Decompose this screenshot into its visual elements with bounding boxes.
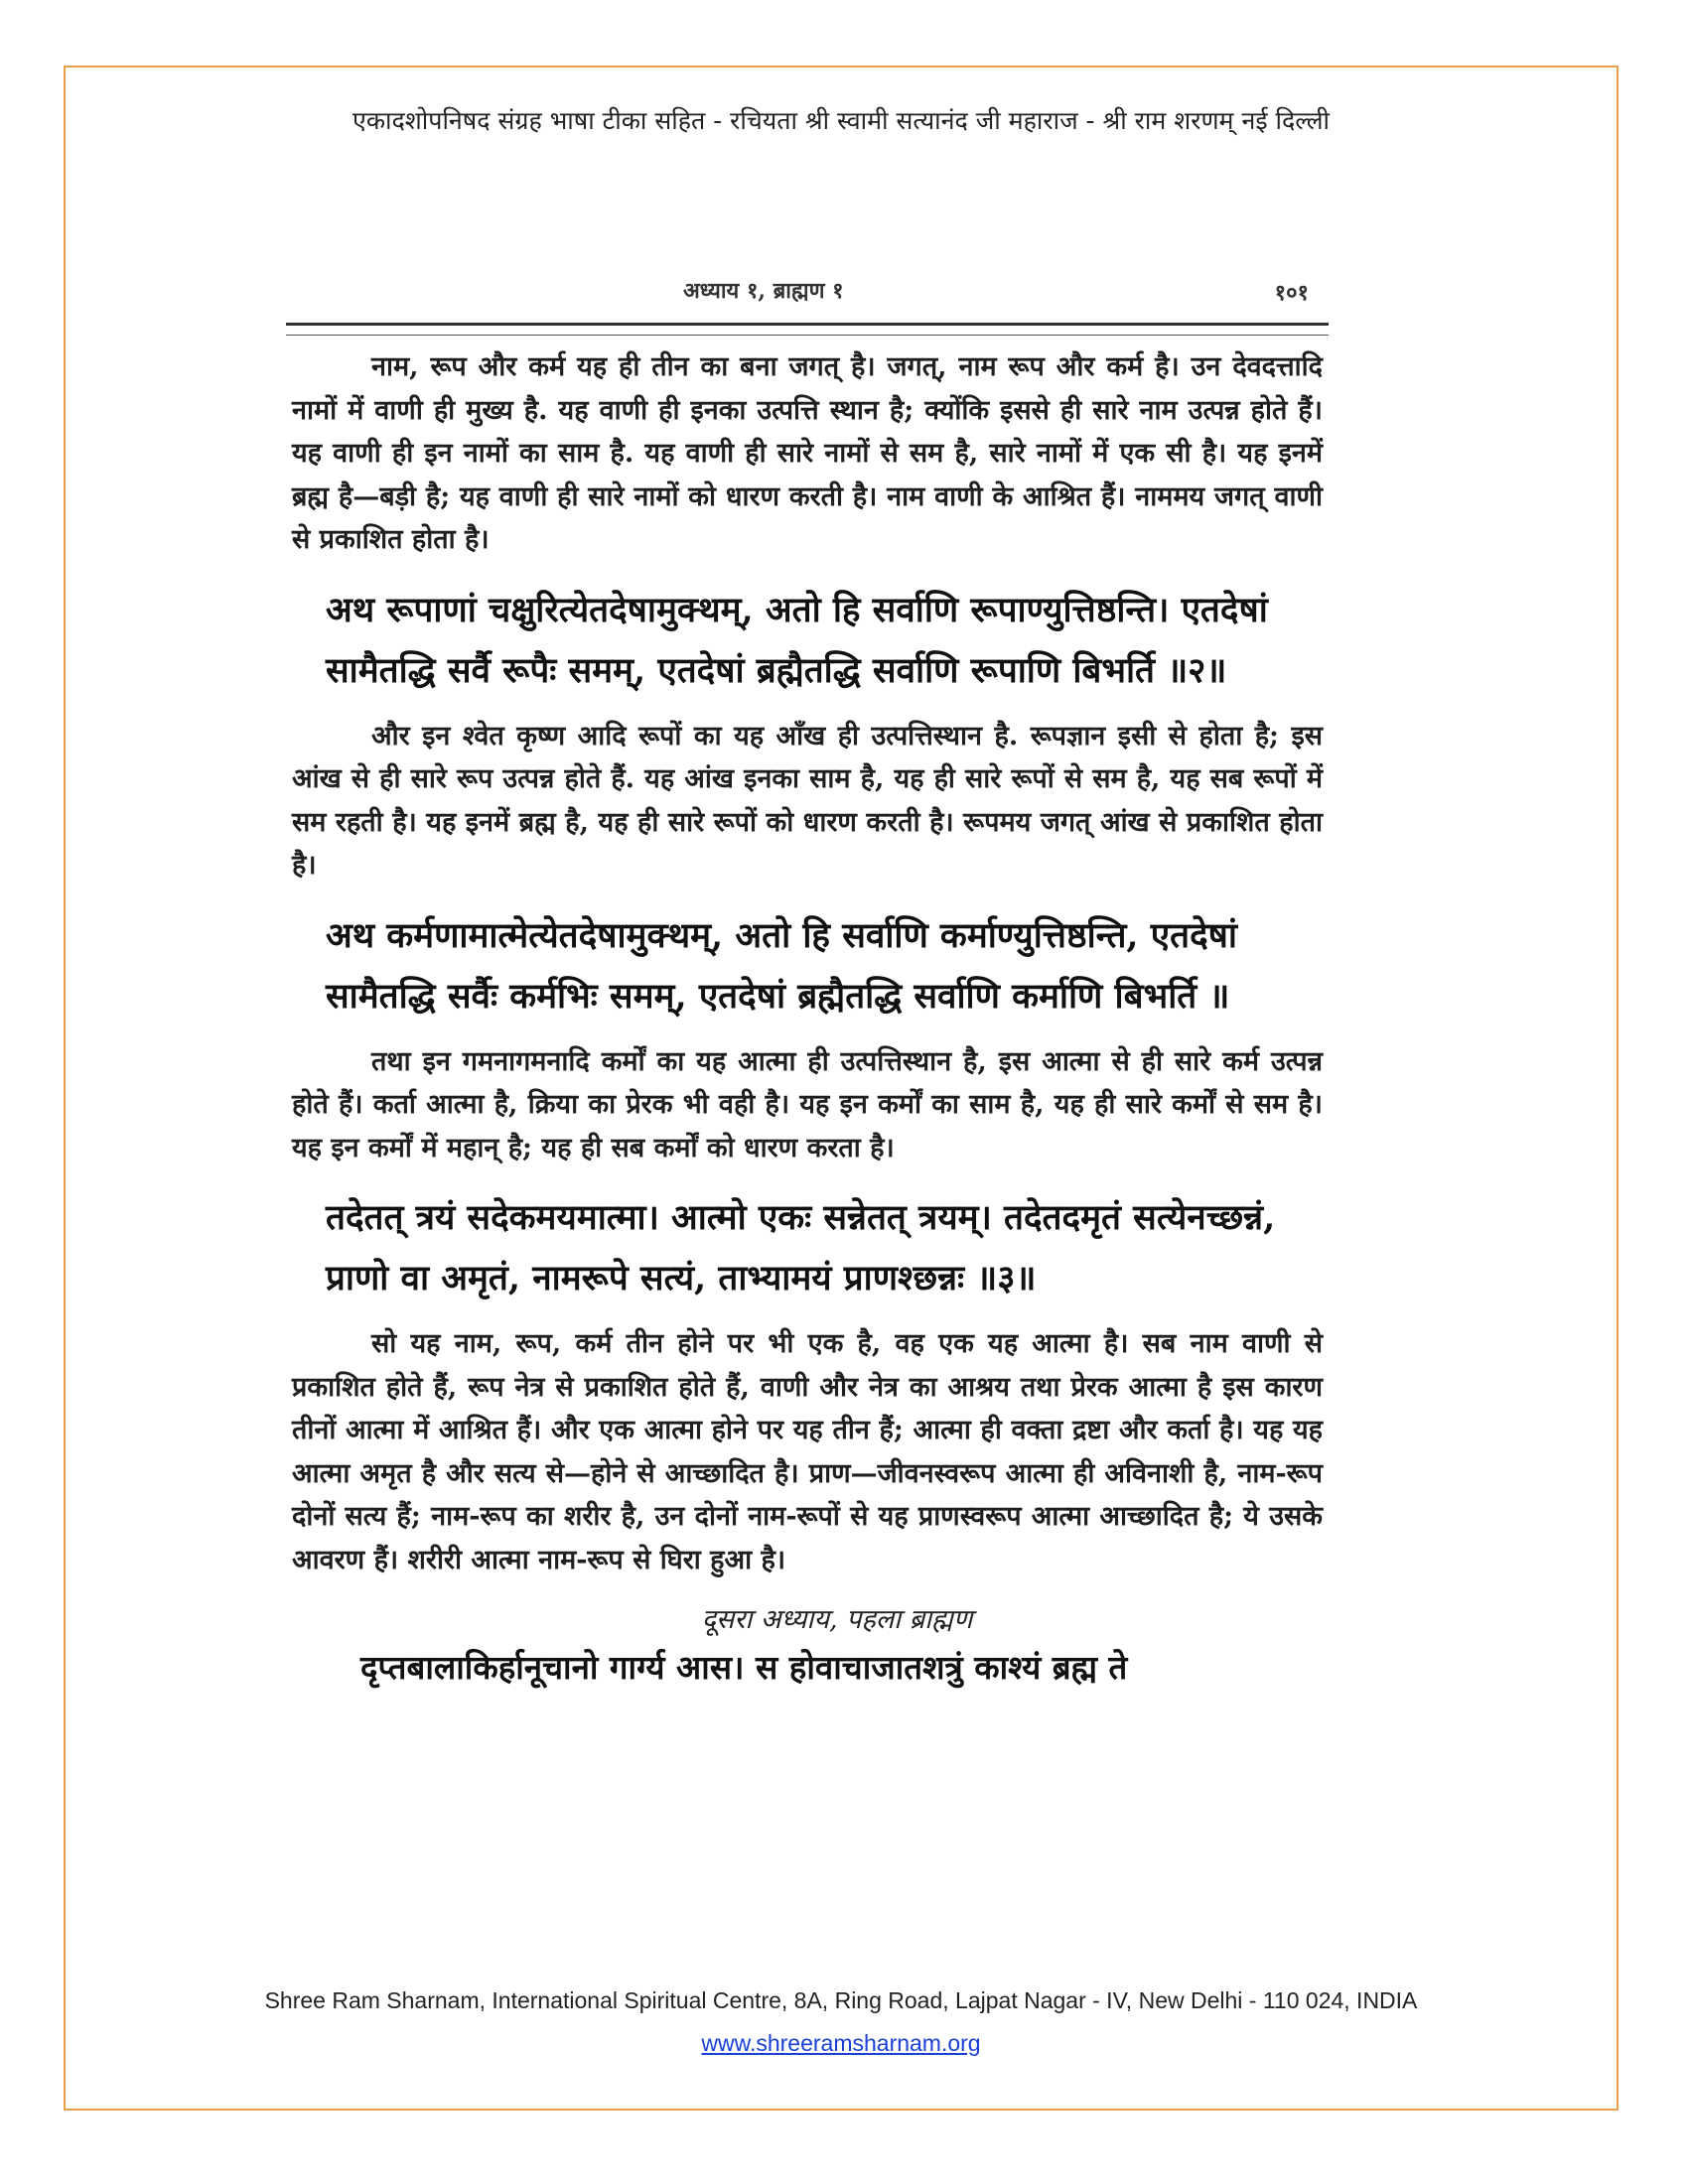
- page-number: १०१: [1274, 280, 1309, 306]
- chapter-heading: अध्याय १, ब्राह्मण १: [683, 278, 844, 304]
- website-link[interactable]: www.shreeramsharnam.org: [701, 2030, 981, 2056]
- footer-website: [64, 2030, 1618, 2057]
- section-title: दूसरा अध्याय, पहला ब्राह्मण: [701, 1604, 973, 1635]
- sanskrit-verse-3: अथ कर्मणामात्मेत्येतदेषामुक्थम्, अतो हि सर्वाणि कर्माण्युत्तिष्ठन्ति, एतदेषां सामैतद्धि सर्वैः कर्मभिः समम्, एतदेषां ब्रह्मैतद्धि सर्वाणि कर्माणि बिभर्ति ॥: [326, 914, 1237, 1017]
- header-rule: [286, 323, 1329, 336]
- page-header: एकादशोपनिषद संग्रह भाषा टीका सहित - रचियता श्री स्वामी सत्यानंद जी महाराज - श्री राम शरणम् नई दिल्ली: [352, 106, 1330, 135]
- commentary-paragraph-2: और इन श्वेत कृष्ण आदि रूपों का यह आँख ही उत्पत्तिस्थान है. रूपज्ञान इसी से होता है; इस आंख से ही सारे रूप उत्पन्न होते हैं. यह आंख इनका साम है, यह ही सारे रूपों से सम है, यह सब रूपों में सम रहती है। यह इनमें ब्रह्म है, यह ही सारे रूपों को धारण करती है। रूपमय जगत् आंख से प्रकाशित होता है।: [292, 720, 1323, 881]
- scanned-page: [286, 253, 1329, 1941]
- sanskrit-verse-next: दृप्तबालाकिर्हानूचानो गार्ग्य आस। स होवाचाजातशत्रुं काश्यं ब्रह्म ते: [360, 1648, 1128, 1687]
- text-body: [286, 345, 1329, 1696]
- commentary-paragraph-4: सो यह नाम, रूप, कर्म तीन होने पर भी एक है, वह एक यह आत्मा है। सब नाम वाणी से प्रकाशित होते हैं, रूप नेत्र से प्रकाशित होते हैं, वाणी और नेत्र का आश्रय तथा प्रेरक आत्मा है इस कारण तीनों आत्मा में आश्रित हैं। और एक आत्मा होने पर यह तीन हैं; आत्मा ही वक्ता द्रष्टा और कर्ता है। यह यह आत्मा अमृत है और सत्य से—होने से आच्छादित है। प्राण—जीवनस्वरूप आत्मा ही अविनाशी है, नाम-रूप दोनों सत्य हैं; नाम-रूप का शरीर है, उन दोनों नाम-रूपों से यह प्राणस्वरूप आत्मा आच्छादित है; ये उसके आवरण हैं। शरीरी आत्मा नाम-रूप से घिरा हुआ है।: [292, 1328, 1323, 1575]
- commentary-paragraph-1: नाम, रूप और कर्म यह ही तीन का बना जगत् है। जगत्, नाम रूप और कर्म है। उन देवदत्तादि नामों में वाणी ही मुख्य है. यह वाणी ही इनका उत्पत्ति स्थान है; क्योंकि इससे ही सारे नाम उत्पन्न होते हैं। यह वाणी ही इन नामों का साम है. यह वाणी ही सारे नामों से सम है, सारे नामों में एक सी है। यह इनमें ब्रह्म है—बड़ी है; यह वाणी ही सारे नामों को धारण करती है। नाम वाणी के आश्रित हैं। नाममय जगत् वाणी से प्रकाशित होता है।: [292, 351, 1323, 555]
- sanskrit-verse-2: अथ रूपाणां चक्षुरित्येतदेषामुक्थम्, अतो हि सर्वाणि रूपाण्युत्तिष्ठन्ति। एतदेषां सामैतद्धि सर्वै रूपैः समम्, एतदेषां ब्रह्मैतद्धि सर्वाणि रूपाणि बिभर्ति ॥२॥: [326, 589, 1268, 691]
- sanskrit-verse-4: तदेतत् त्रयं सदेकमयमात्मा। आत्मो एकः सन्नेतत् त्रयम्। तदेतदमृतं सत्येनच्छन्नं, प्राणो वा अमृतं, नामरूपे सत्यं, ताभ्यामयं प्राणश्छन्नः ॥३॥: [326, 1197, 1276, 1298]
- footer-address: Shree Ram Sharnam, International Spiritual Centre, 8A, Ring Road, Lajpat Nagar - IV, New Delhi - 110 024, INDIA: [264, 1987, 1418, 2013]
- running-head: [286, 253, 1329, 323]
- commentary-paragraph-3: तथा इन गमनागमनादि कर्मों का यह आत्मा ही उत्पत्तिस्थान है, इस आत्मा से ही सारे कर्म उत्पन्न होते हैं। कर्ता आत्मा है, क्रिया का प्रेरक भी वही है। यह इन कर्मों का साम है, यह ही सारे कर्मों से सम है। यह इन कर्मों में महान् है; यह ही सब कर्मों को धारण करता है।: [292, 1045, 1323, 1163]
